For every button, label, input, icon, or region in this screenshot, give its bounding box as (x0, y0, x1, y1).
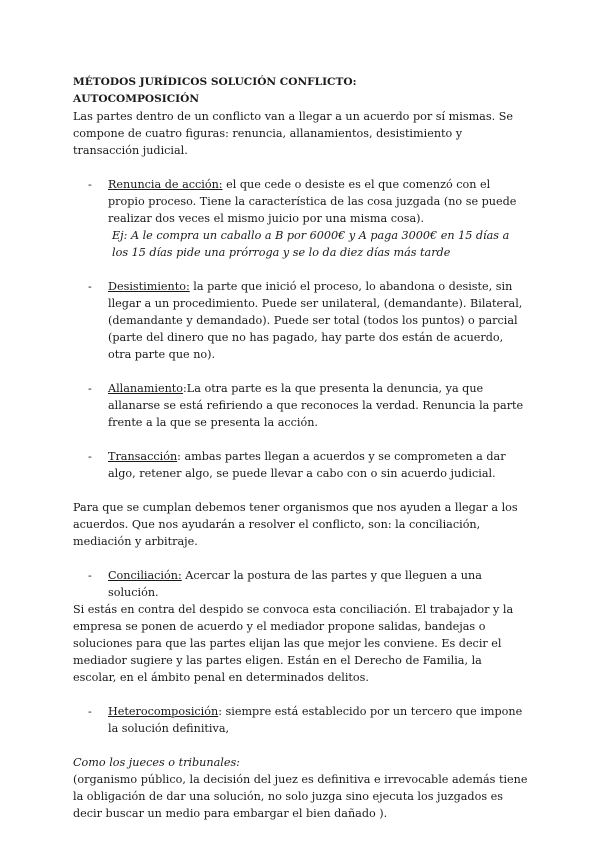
list-item-renuncia (73, 176, 528, 261)
heterocomposicion-text: : siempre está establecido por un tercero que impone la solución definitiva, (108, 705, 523, 735)
transaccion-paragraph (108, 448, 528, 482)
list-item-desistimiento (73, 278, 528, 363)
document-page (73, 74, 528, 822)
intro-paragraph: Las partes dentro de un conflicto van a llegar a un acuerdo por sí mismas. Se compone de cuatro figuras: renuncia, allanamientos, desistimiento y transacción judicial. (73, 110, 513, 157)
renuncia-example: Ej: A le compra un caballo a B por 6000€ y A paga 3000€ en 15 días a los 15 días pide una prórroga y se lo da diez días más tarde (112, 229, 510, 259)
list-item-allanamiento (73, 380, 528, 431)
jueces-heading: Como los jueces o tribunales: (73, 756, 240, 769)
list-item-conciliacion (73, 567, 528, 601)
bullet-dash: - (88, 450, 92, 463)
desistimiento-paragraph (108, 278, 528, 363)
jueces-paragraph: (organismo público, la decisión del juez es definitiva e irrevocable además tiene la obligación de dar una solución, no solo juzga sino ejecuta los juzgados es decir buscar un medio para embargar el bien dañado ). (73, 773, 528, 820)
term-transaccion: Transacción (108, 450, 178, 463)
renuncia-text: el que cede o desiste es el que comenzó con el propio proceso. Tiene la característica de las cosa juzgada (no se puede realizar dos veces el mismo juicio por una misma cosa). (108, 178, 517, 225)
list-item-transaccion (73, 448, 528, 482)
heterocomposicion-paragraph (108, 703, 528, 737)
term-desistimiento: Desistimiento: (108, 280, 190, 293)
term-allanamiento: Allanamiento (108, 382, 184, 395)
conciliacion-text: Acercar la postura de las partes y que lleguen a una solución. (108, 569, 482, 599)
allanamiento-text: :La otra parte es la que presenta la denuncia, ya que allanarse se está refiriendo a que reconoces la verdad. Renuncia la parte frente a la que se presenta la acción. (108, 382, 524, 429)
bullet-dash: - (88, 705, 92, 718)
organismos-paragraph: Para que se cumplan debemos tener organismos que nos ayuden a llegar a los acuerdos. Que nos ayudarán a resolver el conflicto, son: la conciliación, mediación y arbitraje. (73, 501, 518, 548)
conciliacion-paragraph (108, 567, 528, 601)
document-title: MÉTODOS JURÍDICOS SOLUCIÓN CONFLICTO: (73, 76, 357, 88)
bullet-dash: - (88, 280, 92, 293)
transaccion-text: : ambas partes llegan a acuerdos y se comprometen a dar algo, retener algo, se puede llevar a cabo con o sin acuerdo judicial. (108, 450, 506, 480)
renuncia-paragraph (108, 176, 528, 227)
term-renuncia: Renuncia de acción: (108, 178, 223, 191)
list-item-heterocomposicion (73, 703, 528, 737)
bullet-dash: - (88, 178, 92, 191)
bullet-dash: - (88, 569, 92, 582)
term-conciliacion: Conciliación: (108, 569, 182, 582)
conciliacion-detail-paragraph: Si estás en contra del despido se convoca esta conciliación. El trabajador y la empresa se ponen de acuerdo y el mediador propone salidas, bandejas o soluciones para que las partes elijan las que mejor les conviene. Es decir el mediador sugiere y las partes eligen. Están en el Derecho de Familia, la escolar, en el ámbito penal en determinados delitos. (73, 603, 514, 684)
section-heading-autocomposicion: AUTOCOMPOSICIÓN (73, 93, 200, 105)
desistimiento-text: la parte que inició el proceso, lo abandona o desiste, sin llegar a un procedimiento. Puede ser unilateral, (demandante). Bilateral, (demandante y demandado). Puede ser total (todos los puntos) o parcial (parte del dinero que no has pagado, hay parte dos están de acuerdo, otra parte que no). (108, 280, 523, 361)
term-heterocomposicion: Heterocomposición (108, 705, 219, 718)
bullet-dash: - (88, 382, 92, 395)
allanamiento-paragraph (108, 380, 528, 431)
